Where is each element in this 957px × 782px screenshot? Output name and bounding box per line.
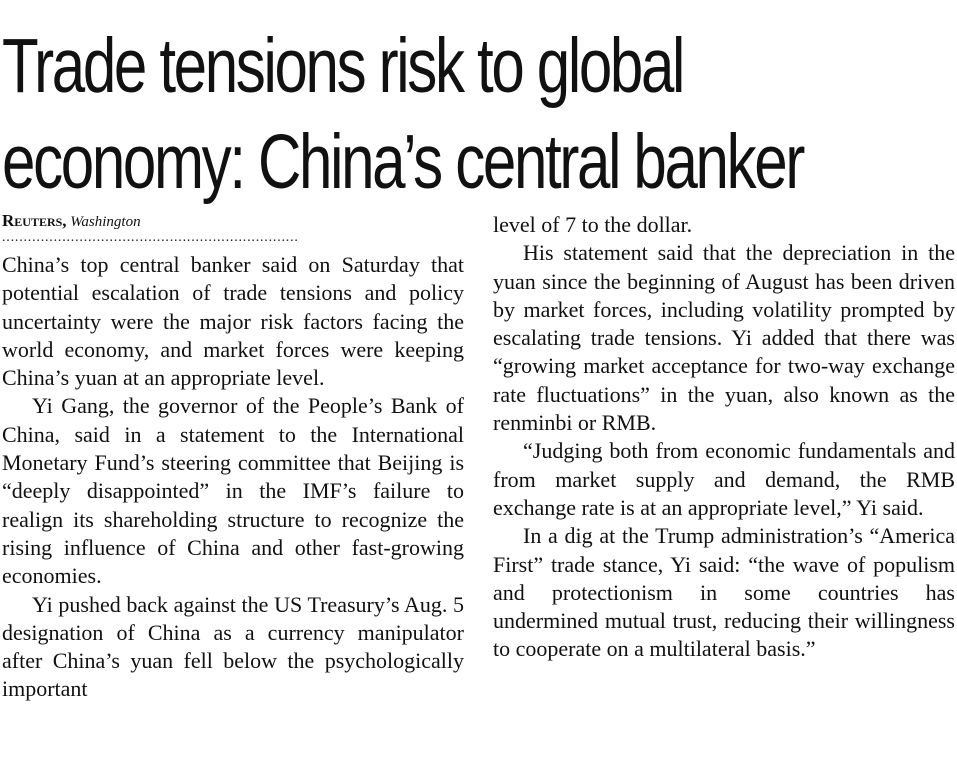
paragraph-4: His statement said that the depreciation in the yuan since the beginning of August has been driven by market forces, including volatility prompted by escalating trade tensions. Yi added that there was “growing market acceptance for two-way exchange rate fluctuations” in the yuan, also known as the renminbi or RMB. bbox=[493, 240, 955, 436]
paragraph-3: Yi pushed back against the US Treasury’s Aug. 5 designation of China as a currency manipulator after China’s yuan fell below the psychologically important bbox=[2, 591, 464, 702]
headline bbox=[2, 18, 804, 210]
paragraph-1: China’s top central banker said on Saturday that potential escalation of trade tensions and policy uncertainty were the major risk factors facing the world economy, and market forces were keeping China’s yuan at an appropriate level. bbox=[2, 252, 464, 391]
paragraph-5: “Judging both from economic fundamentals and from market supply and demand, the RMB exchange rate is at an appropriate level,” Yi said. bbox=[493, 438, 955, 520]
byline bbox=[2, 210, 464, 233]
article-column-left bbox=[2, 210, 464, 704]
paragraph-3-continued: level of 7 to the dollar. bbox=[493, 212, 693, 237]
headline-line-1: Trade tensions risk to global bbox=[2, 23, 684, 109]
byline-place: Washington bbox=[70, 214, 141, 230]
article-column-right bbox=[493, 211, 955, 664]
headline-line-2: economy: China’s central banker bbox=[2, 119, 804, 205]
byline-agency: Reuters, bbox=[2, 211, 67, 230]
paragraph-2: Yi Gang, the governor of the People’s Bank of China, said in a statement to the International Monetary Fund’s steering committee that Beijing is “deeply disappointed” in the IMF’s failure to realign its shareholding structure to recognize the rising influence of China and other fast-growing economies. bbox=[2, 393, 464, 589]
byline-divider: ..................................................................... bbox=[2, 233, 299, 245]
paragraph-6: In a dig at the Trump administration’s “America First” trade stance, Yi said: “the wave of populism and protectionism in some countries has undermined mutual trust, reducing their willingness to cooperate on a multilateral basis.” bbox=[493, 523, 955, 662]
